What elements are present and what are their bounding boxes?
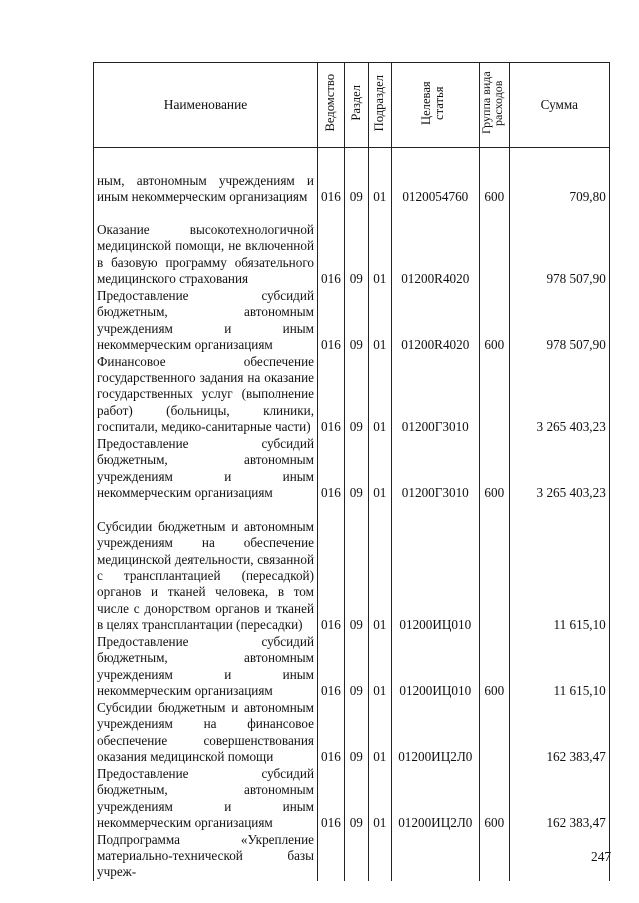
row-gruppa bbox=[479, 700, 509, 766]
row-celevaya: 01200ИЦ2Л0 bbox=[391, 700, 479, 766]
budget-table bbox=[93, 62, 610, 881]
row-celevaya: 01200R4020 bbox=[391, 206, 479, 288]
header-razdel: Раздел bbox=[344, 63, 368, 148]
row-gruppa: 600 bbox=[479, 766, 509, 832]
header-podrazdel: Подраздел bbox=[368, 63, 391, 148]
row-summa: 978 507,90 bbox=[509, 206, 609, 288]
row-celevaya bbox=[391, 832, 479, 881]
row-ved: 016 bbox=[318, 288, 345, 354]
row-summa: 978 507,90 bbox=[509, 288, 609, 354]
row-name: Предоставление субсидий бюджетным, автономным учреждениям и иным некоммерческим организациям bbox=[94, 766, 318, 832]
row-summa: 11 615,10 bbox=[509, 502, 609, 634]
row-summa: 11 615,10 bbox=[509, 634, 609, 700]
row-gruppa: 600 bbox=[479, 288, 509, 354]
row-ved: 016 bbox=[318, 436, 345, 502]
row-gruppa bbox=[479, 502, 509, 634]
row-podrazdel: 01 bbox=[368, 700, 391, 766]
table-row bbox=[94, 832, 610, 881]
table-row bbox=[94, 436, 610, 502]
row-ved: 016 bbox=[318, 354, 345, 436]
row-celevaya: 01200Г3010 bbox=[391, 354, 479, 436]
row-gruppa bbox=[479, 354, 509, 436]
table-row bbox=[94, 288, 610, 354]
header-gruppa: Группа вида расходов bbox=[479, 63, 509, 148]
row-name: ным, автономным учреждениям и иным некоммерческим организациям bbox=[94, 148, 318, 206]
row-ved: 016 bbox=[318, 700, 345, 766]
table-row bbox=[94, 700, 610, 766]
row-name: Предоставление субсидий бюджетным, автономным учреждениям и иным некоммерческим организациям bbox=[94, 634, 318, 700]
table-row bbox=[94, 206, 610, 288]
row-summa: 3 265 403,23 bbox=[509, 436, 609, 502]
row-ved: 016 bbox=[318, 206, 345, 288]
row-podrazdel: 01 bbox=[368, 634, 391, 700]
row-podrazdel bbox=[368, 832, 391, 881]
row-podrazdel: 01 bbox=[368, 436, 391, 502]
header-ved: Ведомство bbox=[318, 63, 345, 148]
table-body bbox=[94, 148, 610, 881]
row-summa: 709,80 bbox=[509, 148, 609, 206]
header-celevaya: Целевая статья bbox=[391, 63, 479, 148]
table-row bbox=[94, 354, 610, 436]
row-razdel: 09 bbox=[344, 288, 368, 354]
header-name: Наименование bbox=[94, 63, 318, 148]
row-razdel bbox=[344, 832, 368, 881]
row-podrazdel: 01 bbox=[368, 354, 391, 436]
row-podrazdel: 01 bbox=[368, 766, 391, 832]
row-summa: 162 383,47 bbox=[509, 766, 609, 832]
row-celevaya: 01200ИЦ010 bbox=[391, 634, 479, 700]
row-summa: 3 265 403,23 bbox=[509, 354, 609, 436]
row-celevaya: 0120054760 bbox=[391, 148, 479, 206]
row-razdel: 09 bbox=[344, 148, 368, 206]
row-podrazdel: 01 bbox=[368, 288, 391, 354]
row-celevaya: 01200ИЦ2Л0 bbox=[391, 766, 479, 832]
row-razdel: 09 bbox=[344, 634, 368, 700]
row-razdel: 09 bbox=[344, 766, 368, 832]
row-ved: 016 bbox=[318, 502, 345, 634]
row-ved: 016 bbox=[318, 766, 345, 832]
row-podrazdel: 01 bbox=[368, 148, 391, 206]
row-celevaya: 01200ИЦ010 bbox=[391, 502, 479, 634]
row-podrazdel: 01 bbox=[368, 206, 391, 288]
row-name: Предоставление субсидий бюджетным, автономным учреждениям и иным некоммерческим организациям bbox=[94, 436, 318, 502]
row-celevaya: 01200Г3010 bbox=[391, 436, 479, 502]
row-gruppa: 600 bbox=[479, 148, 509, 206]
row-gruppa: 600 bbox=[479, 436, 509, 502]
row-razdel: 09 bbox=[344, 502, 368, 634]
row-gruppa bbox=[479, 206, 509, 288]
row-ved bbox=[318, 832, 345, 881]
row-gruppa bbox=[479, 832, 509, 881]
row-name: Финансовое обеспечение государственного задания на оказание государственных услуг (выполнение работ) (больницы, клиники, госпитали, медико-санитарные части) bbox=[94, 354, 318, 436]
row-summa: 162 383,47 bbox=[509, 700, 609, 766]
row-name: Субсидии бюджетным и автономным учреждениям на обеспечение медицинской деятельности, связанной с трансплантацией (пересадкой) органов и тканей человека, в том числе с донорством органов и тканей в целях трансплантации (пересадки) bbox=[94, 502, 318, 634]
row-ved: 016 bbox=[318, 148, 345, 206]
row-razdel: 09 bbox=[344, 436, 368, 502]
table-row bbox=[94, 766, 610, 832]
table-row bbox=[94, 502, 610, 634]
row-celevaya: 01200R4020 bbox=[391, 288, 479, 354]
row-gruppa: 600 bbox=[479, 634, 509, 700]
row-razdel: 09 bbox=[344, 700, 368, 766]
row-ved: 016 bbox=[318, 634, 345, 700]
row-razdel: 09 bbox=[344, 354, 368, 436]
page-number: 247 bbox=[591, 849, 612, 864]
table-row bbox=[94, 148, 610, 206]
header-summa: Сумма bbox=[509, 63, 609, 148]
table-header bbox=[94, 63, 610, 148]
table-row bbox=[94, 634, 610, 700]
row-name: Оказание высокотехнологичной медицинской помощи, не включенной в базовую программу обязательного медицинского страхования bbox=[94, 206, 318, 288]
row-name: Предоставление субсидий бюджетным, автономным учреждениям и иным некоммерческим организациям bbox=[94, 288, 318, 354]
row-name: Субсидии бюджетным и автономным учреждениям на финансовое обеспечение совершенствования оказания медицинской помощи bbox=[94, 700, 318, 766]
row-name: Подпрограмма «Укрепление материально-технической базы учреж- bbox=[94, 832, 318, 881]
row-razdel: 09 bbox=[344, 206, 368, 288]
row-podrazdel: 01 bbox=[368, 502, 391, 634]
